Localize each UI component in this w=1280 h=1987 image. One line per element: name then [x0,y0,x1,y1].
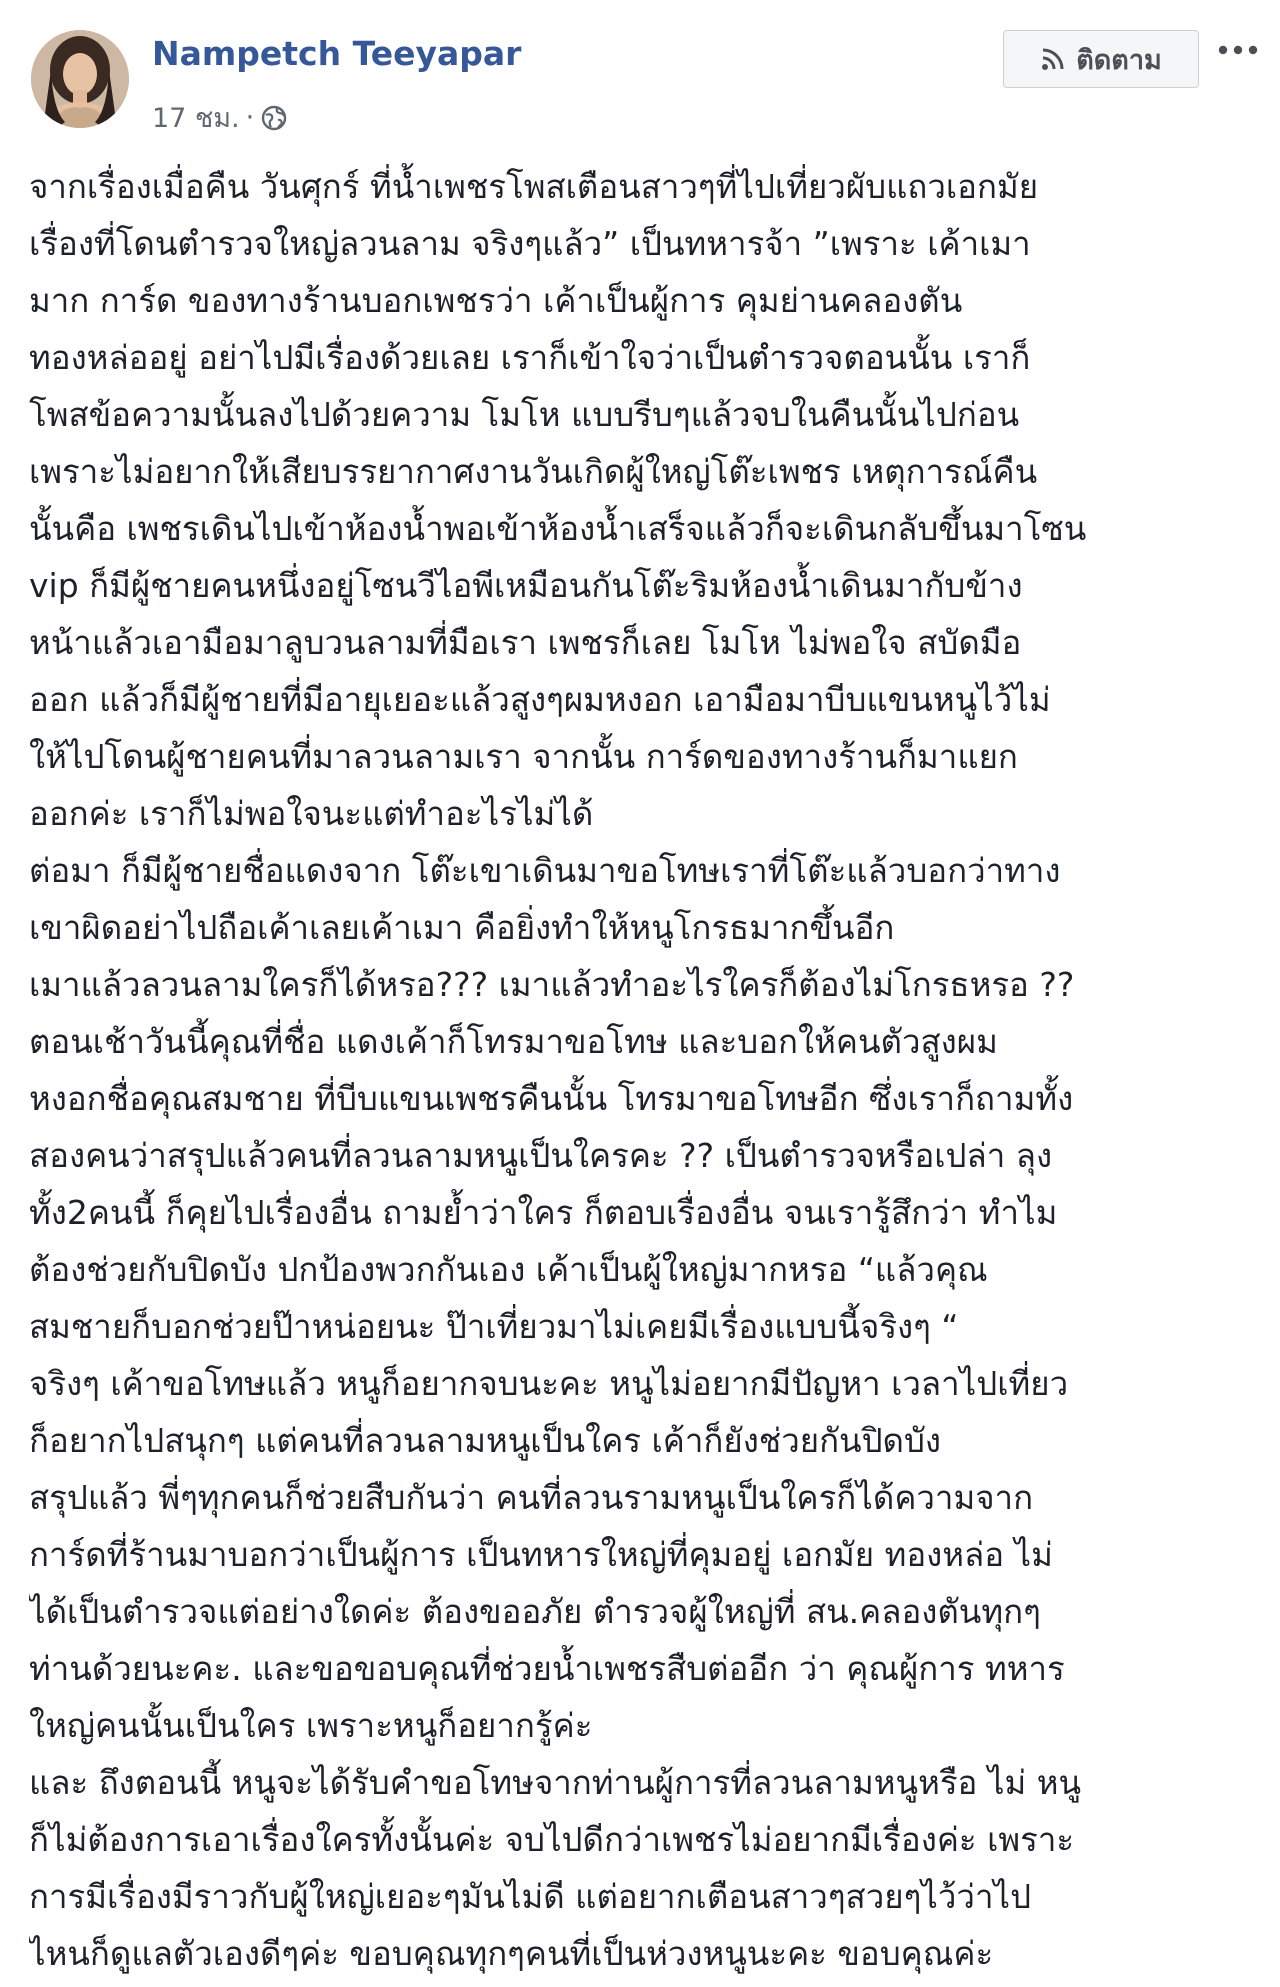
follow-button-label: ติดตาม [1076,44,1162,76]
author-name[interactable]: Nampetch Teeyapar [152,34,522,73]
post-text-line: ให้ไปโดนผู้ชายคนที่มาลวนลามเรา จากนั้น การ์ดของทางร้านก็มาแยก [29,737,1018,776]
post-text-line: และ ถึงตอนนี้ หนูจะได้รับคำขอโทษจากท่านผู้การที่ลวนลามหนูหรือ ไม่ หนู [29,1763,1082,1802]
post-text-line: มาก การ์ด ของทางร้านบอกเพชรว่า เค้าเป็นผู้การ คุมย่านคลองตัน [29,281,963,320]
post-text-line: โพสข้อความนั้นลงไปด้วยความ โมโห แบบรีบๆแล้วจบในคืนนั้นไปก่อน [29,395,1020,434]
rss-icon [1040,46,1066,72]
post-text-line: ทั้ง2คนนี้ ก็คุยไปเรื่องอื่น ถามย้ำว่าใคร ก็ตอบเรื่องอื่น จนเรารู้สึกว่า ทำไม [29,1193,1058,1232]
post-timestamp[interactable]: 17 ชม. [152,103,240,134]
post-text-line: ได้เป็นตำรวจแต่อย่างใดค่ะ ต้องขออภัย ตำรวจผู้ใหญ่ที่ สน.คลองตันทุกๆ [29,1592,1041,1631]
post-text-line: เพราะไม่อยากให้เสียบรรยากาศงานวันเกิดผู้ใหญ่โต๊ะเพชร เหตุการณ์คืน [29,452,1038,491]
post-text-line: ใหญ่คนนั้นเป็นใคร เพราะหนูก็อยากรู้ค่ะ [29,1706,593,1745]
post-text-line: หงอกชื่อคุณสมชาย ที่บีบแขนเพชรคืนนั้น โทรมาขอโทษอีก ซึ่งเราก็ถามทั้ง [29,1079,1074,1118]
post-text-line: สมชายก็บอกช่วยป๊าหน่อยนะ ป๊าเที่ยวมาไม่เคยมีเรื่องแบบนี้จริงๆ “ [29,1307,959,1346]
post-text-line: ไหนก็ดูแลตัวเองดีๆค่ะ ขอบคุณทุกๆคนที่เป็นห่วงหนูนะคะ ขอบคุณค่ะ [29,1934,994,1973]
globe-icon [260,104,288,132]
post-text-line: เมาแล้วลวนลามใครก็ได้หรอ??? เมาแล้วทำอะไรใครก็ต้องไม่โกรธหรอ ?? [29,965,1075,1004]
post-text-line: นั้นคือ เพชรเดินไปเข้าห้องน้ำพอเข้าห้องน้ำเสร็จแล้วก็จะเดินกลับขึ้นมาโซน [29,509,1087,548]
post-text-line: หน้าแล้วเอามือมาลูบวนลามที่มือเรา เพชรก็เลย โมโห ไม่พอใจ สบัดมือ [29,623,1022,662]
post-text-line: ต้องช่วยกับปิดบัง ปกป้องพวกกันเอง เค้าเป็นผู้ใหญ่มากหรอ “แล้วคุณ [29,1250,988,1289]
post-text-line: ท่านด้วยนะคะ. และขอขอบคุณที่ช่วยน้ำเพชรสืบต่ออีก ว่า คุณผู้การ ทหาร [29,1649,1065,1688]
post-text-line: เขาผิดอย่าไปถือเค้าเลยเค้าเมา คือยิ่งทำให้หนูโกรธมากขึ้นอีก [29,908,895,947]
post-text-line: ก็อยากไปสนุกๆ แต่คนที่ลวนลามหนูเป็นใคร เค้าก็ยังช่วยกันปิดบัง [29,1421,942,1460]
post-text-line: จากเรื่องเมื่อคืน วันศุกร์ ที่น้ำเพชรโพสเตือนสาวๆที่ไปเที่ยวผับแถวเอกมัย [29,167,1039,206]
post-text-line: จริงๆ เค้าขอโทษแล้ว หนูก็อยากจบนะคะ หนูไม่อยากมีปัญหา เวลาไปเที่ยว [29,1364,1069,1403]
post-text-line: ออก แล้วก็มีผู้ชายที่มีอายุเยอะแล้วสูงๆผมหงอก เอามือมาบีบแขนหนูไว้ไม่ [29,680,1051,719]
post-text-line: vip ก็มีผู้ชายคนหนึ่งอยู่โซนวีไอพีเหมือนกันโต๊ะริมห้องน้ำเดินมากับข้าง [29,566,1023,605]
post-text-line: การมีเรื่องมีราวกับผู้ใหญ่เยอะๆมันไม่ดี แต่อยากเตือนสาวๆสวยๆไว้ว่าไป [29,1877,1032,1916]
post-text-line: ต่อมา ก็มีผู้ชายชื่อแดงจาก โต๊ะเขาเดินมาขอโทษเราที่โต๊ะแล้วบอกว่าทาง [29,851,1061,890]
post-text-line: ออกค่ะ เราก็ไม่พอใจนะแต่ทำอะไรไม่ได้ [29,794,594,833]
post-text-line: ก็ไม่ต้องการเอาเรื่องใครทั้งนั้นค่ะ จบไปดีกว่าเพชรไม่อยากมีเรื่องค่ะ เพราะ [29,1820,1075,1859]
post-meta [152,96,288,139]
more-options-icon [1216,41,1260,60]
more-options-button[interactable] [1213,30,1263,70]
avatar[interactable] [31,30,129,128]
post-text-line: การ์ดที่ร้านมาบอกว่าเป็นผู้การ เป็นทหารใหญ่ที่คุมอยู่ เอกมัย ทองหล่อ ไม่ [29,1535,1053,1574]
post-text-line: สองคนว่าสรุปแล้วคนที่ลวนลามหนูเป็นใครคะ ?? เป็นตำรวจหรือเปล่า ลุง [29,1136,1053,1175]
follow-button[interactable] [1003,30,1199,88]
post-text [29,158,1259,1982]
meta-separator: · [245,102,255,133]
avatar-image [31,30,129,128]
post-text-line: เรื่องที่โดนตำรวจใหญ่ลวนลาม จริงๆแล้ว” เป็นทหารจ้า ”เพราะ เค้าเมา [29,224,1031,263]
post-text-line: สรุปแล้ว พี่ๆทุกคนก็ช่วยสืบกันว่า คนที่ลวนรามหนูเป็นใครก็ได้ความจาก [29,1478,1034,1517]
post-text-line: ทองหล่ออยู่ อย่าไปมีเรื่องด้วยเลย เราก็เข้าใจว่าเป็นตำรวจตอนนั้น เราก็ [29,338,1031,377]
post-text-line: ตอนเช้าวันนี้คุณที่ชื่อ แดงเค้าก็โทรมาขอโทษ และบอกให้คนตัวสูงผม [29,1022,998,1061]
